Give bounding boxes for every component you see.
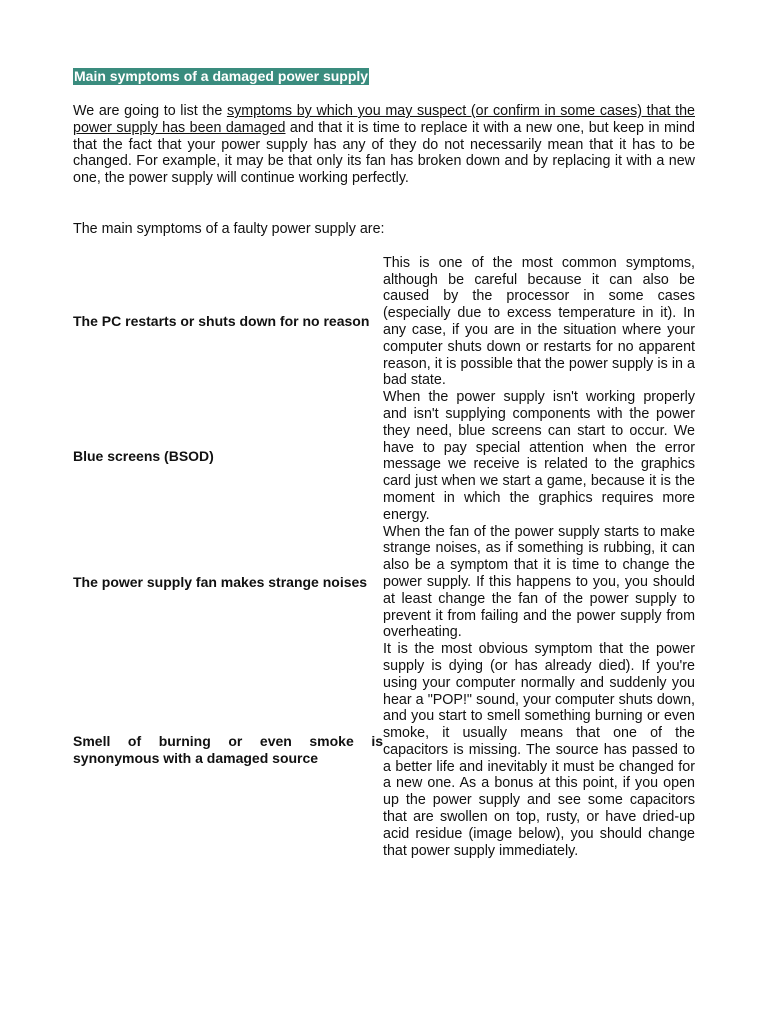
section-heading: Main symptoms of a damaged power supply [74,68,369,84]
symptom-row [73,255,695,389]
symptoms-table [73,255,695,860]
symptom-title: Blue screens (BSOD) [73,447,214,464]
intro-paragraph [73,103,695,187]
intro-underlined-text: symptoms by which you may suspect (or confirm in some cases) that the power supply has been damaged [73,103,695,136]
symptom-title: Smell of burning or even smoke is synonymous with a damaged source [73,733,383,767]
lead-sentence: The main symptoms of a faulty power supply are: [73,220,385,237]
symptom-description: When the fan of the power supply starts to make strange noises, as if something is rubbing, it can also be a symptom that it is time to change the power supply. If this happens to you, you should at least change the fan of the power supply to prevent it from failing and the power supply from overheating. [383,523,695,641]
symptom-row [73,524,695,642]
symptom-row [73,641,695,859]
document-page [73,68,695,859]
symptom-title: The PC restarts or shuts down for no reason [73,313,370,330]
symptom-row [73,389,695,523]
symptom-description: This is one of the most common symptoms, although be careful because it can also be caused by the processor in some cases (especially due to excess temperature in it). In any case, if you are in the situation where your computer shuts down or restarts for no apparent reason, it is possible that the power supply is in a bad state. [383,254,695,389]
intro-text-end: and that it is time to replace it with a new one, but keep in mind that the fact that your power supply has any of they do not necessarily mean that it has to be changed. For example, it may be that only its fan has broken down and by replacing it with a new one, the power supply will continue working perfectly. [73,119,695,187]
symptom-description: It is the most obvious symptom that the power supply is dying (or has already died). If you're using your computer normally and suddenly you hear a "POP!" sound, your computer shuts down, and you start to smell something burning or even smoke, it usually means that one of the capacitors is missing. The source has passed to a better life and inevitably it must be changed for a new one. As a bonus at this point, if you open up the power supply and see some capacitors that are swollen on top, rusty, or have dried-up acid residue (image below), you should change that power supply immediately. [383,641,695,859]
symptom-title: The power supply fan makes strange noises [73,573,368,590]
symptom-description: When the power supply isn't working properly and isn't supplying components with the power they need, blue screens can start to occur. We have to pay special attention when the error message we receive is related to the graphics card just when we start a game, because it is the moment in which the graphics requires more energy. [383,389,695,523]
intro-text-start: We are going to list the [73,103,227,119]
